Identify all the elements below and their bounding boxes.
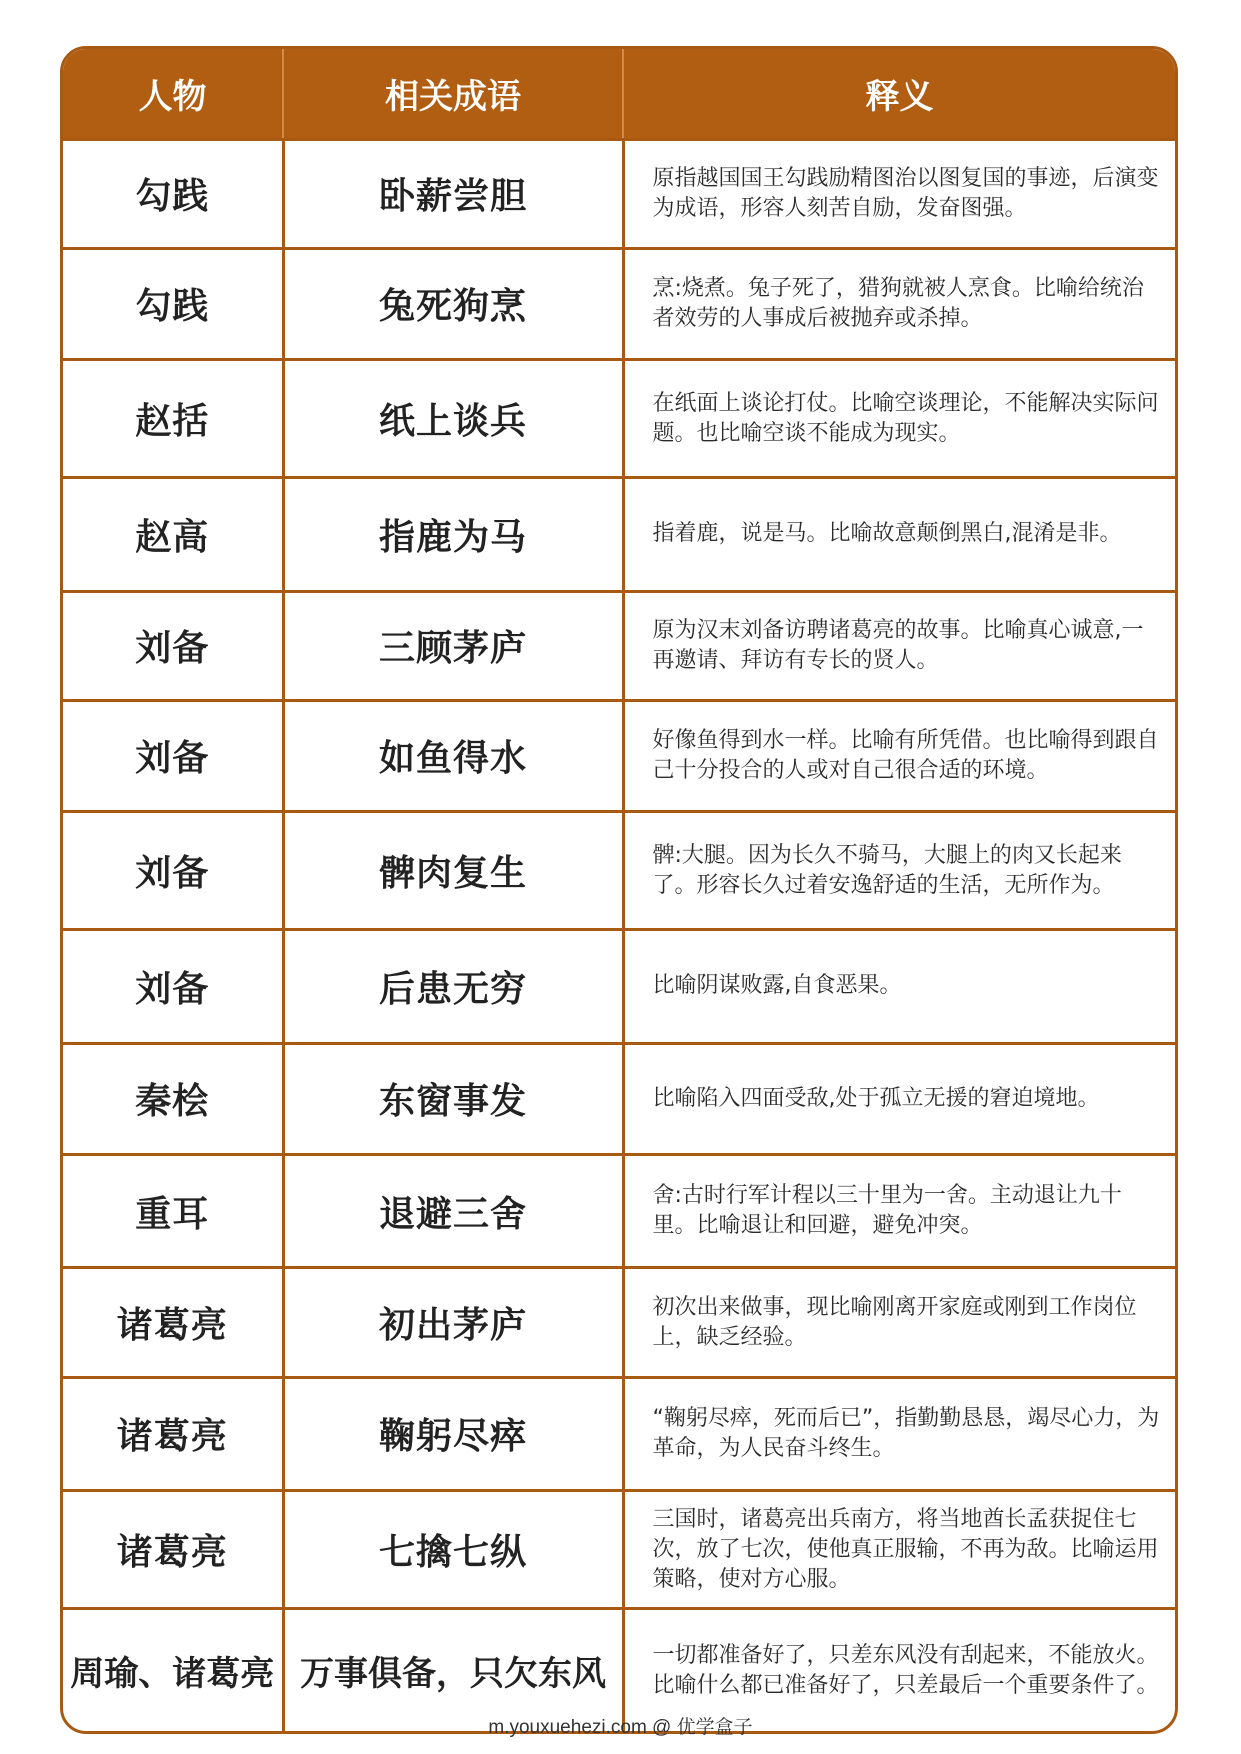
- meaning-cell: 舍:古时行军计程以三十里为一舍。主动退让九十里。比喻退让和回避，避免冲突。: [623, 1154, 1175, 1268]
- idiom-cell: 卧薪尝胆: [283, 139, 623, 248]
- person-cell: 刘备: [63, 700, 283, 811]
- person-cell: 诸葛亮: [63, 1377, 283, 1491]
- idiom-cell: 东窗事发: [283, 1043, 623, 1154]
- idiom-cell: 后患无穷: [283, 929, 623, 1043]
- meaning-cell: “鞠躬尽瘁，死而后已”，指勤勤恳恳，竭尽心力，为革命，为人民奋斗终生。: [623, 1377, 1175, 1491]
- idiom-cell: 退避三舍: [283, 1154, 623, 1268]
- meaning-cell: 在纸面上谈论打仗。比喻空谈理论，不能解决实际问题。也比喻空谈不能成为现实。: [623, 360, 1175, 478]
- meaning-cell: 一切都准备好了，只差东风没有刮起来，不能放火。比喻什么都已准备好了，只差最后一个重要条件了。: [623, 1609, 1175, 1731]
- meaning-cell: 原为汉末刘备访聘诸葛亮的故事。比喻真心诚意,一再邀请、拜访有专长的贤人。: [623, 591, 1175, 700]
- table-row: [63, 139, 1175, 248]
- idiom-cell: 兔死狗烹: [283, 248, 623, 359]
- table-row: [63, 1491, 1175, 1609]
- meaning-cell: 髀:大腿。因为长久不骑马，大腿上的肉又长起来了。形容长久过着安逸舒适的生活，无所作为。: [623, 812, 1175, 930]
- table-header-row: [63, 49, 1175, 139]
- table-row: [63, 929, 1175, 1043]
- footer-watermark: m.youxuehezi.com @ 优学盒子: [488, 1717, 753, 1738]
- header-meaning: 释义: [865, 76, 934, 117]
- idiom-cell: 七擒七纵: [283, 1491, 623, 1609]
- person-cell: 诸葛亮: [63, 1491, 283, 1609]
- table-row: [63, 360, 1175, 478]
- header-person: 人物: [63, 49, 283, 139]
- idiom-cell: 纸上谈兵: [283, 360, 623, 478]
- person-cell: 刘备: [63, 929, 283, 1043]
- meaning-cell: 三国时，诸葛亮出兵南方，将当地酋长孟获捉住七次，放了七次，使他真正服输，不再为敌。比喻运用策略，使对方心服。: [623, 1491, 1175, 1609]
- header-idiom: 相关成语: [283, 49, 623, 139]
- meaning-cell: 指着鹿，说是马。比喻故意颠倒黑白,混淆是非。: [623, 477, 1175, 591]
- person-cell: 周瑜、诸葛亮: [63, 1609, 283, 1731]
- person-cell: 刘备: [63, 591, 283, 700]
- idiom-cell: 三顾茅庐: [283, 591, 623, 700]
- table-row: [63, 1043, 1175, 1154]
- idiom-table: [60, 46, 1178, 1734]
- person-cell: 赵括: [63, 360, 283, 478]
- table-row: [63, 1268, 1175, 1377]
- person-cell: 重耳: [63, 1154, 283, 1268]
- meaning-cell: 原指越国国王勾践励精图治以图复国的事迹，后演变为成语，形容人刻苦自励，发奋图强。: [623, 139, 1175, 248]
- person-cell: 勾践: [63, 139, 283, 248]
- table-row: [63, 700, 1175, 811]
- table-row: [63, 477, 1175, 591]
- person-cell: 赵高: [63, 477, 283, 591]
- table-row: [63, 248, 1175, 359]
- person-cell: 勾践: [63, 248, 283, 359]
- idiom-cell: 鞠躬尽瘁: [283, 1377, 623, 1491]
- person-cell: 诸葛亮: [63, 1268, 283, 1377]
- idiom-cell: 如鱼得水: [283, 700, 623, 811]
- meaning-cell: 比喻陷入四面受敌,处于孤立无援的窘迫境地。: [623, 1043, 1175, 1154]
- person-cell: 刘备: [63, 812, 283, 930]
- table-row: [63, 812, 1175, 930]
- meaning-cell: 比喻阴谋败露,自食恶果。: [623, 929, 1175, 1043]
- meaning-cell: 烹:烧煮。兔子死了，猎狗就被人烹食。比喻给统治者效劳的人事成后被抛弃或杀掉。: [623, 248, 1175, 359]
- idiom-cell: 髀肉复生: [283, 812, 623, 930]
- meaning-cell: 初次出来做事，现比喻刚离开家庭或刚到工作岗位上，缺乏经验。: [623, 1268, 1175, 1377]
- idiom-cell: 万事俱备，只欠东风: [283, 1609, 623, 1731]
- person-cell: 秦桧: [63, 1043, 283, 1154]
- meaning-cell: 好像鱼得到水一样。比喻有所凭借。也比喻得到跟自己十分投合的人或对自己很合适的环境。: [623, 700, 1175, 811]
- table-row: [63, 1377, 1175, 1491]
- table-row: [63, 591, 1175, 700]
- table-row: [63, 1154, 1175, 1268]
- idiom-cell: 指鹿为马: [283, 477, 623, 591]
- idiom-cell: 初出茅庐: [283, 1268, 623, 1377]
